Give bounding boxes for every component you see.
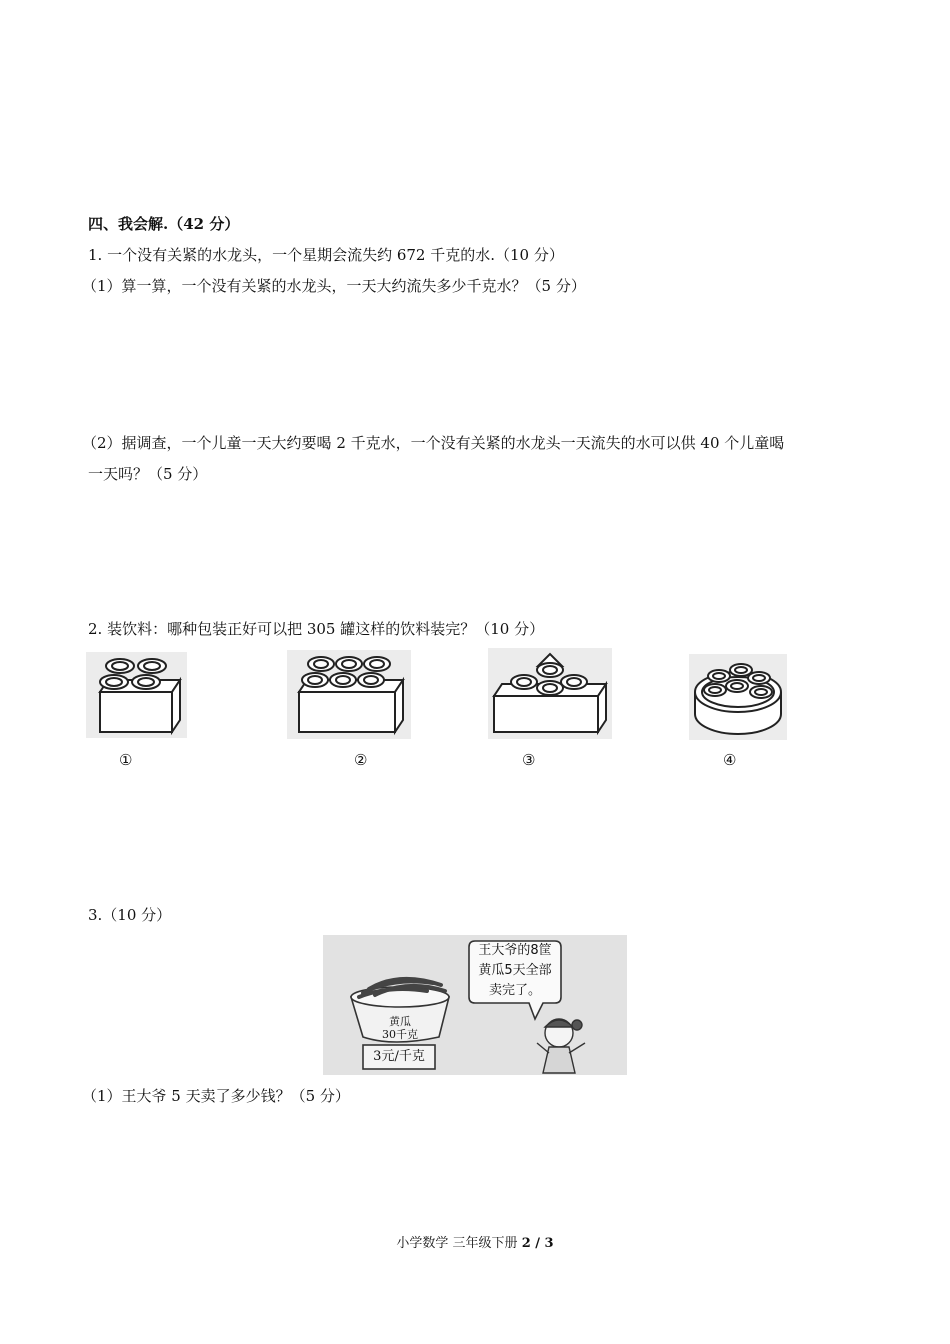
question-3-part-1: （1）王大爷 5 天卖了多少钱？（5 分） [82, 1087, 350, 1105]
question-1-part-1: （1）算一算，一个没有关紧的水龙头，一天大约流失多少千克水？（5 分） [82, 277, 586, 295]
package-2-image [287, 650, 411, 739]
bubble-line-3: 卖完了。 [488, 983, 541, 998]
question-1-stem: 1. 一个没有关紧的水龙头，一个星期会流失约 672 千克的水.（10 分） [88, 246, 564, 264]
footer-page-number: 2 / 3 [521, 1236, 554, 1251]
package-1-image [86, 652, 187, 738]
footer-subject: 小学数学 三年级下册 [396, 1236, 522, 1251]
basket-label-weight: 30千克 [382, 1028, 418, 1041]
option-label-3: ③ [522, 751, 536, 769]
option-label-4: ④ [723, 751, 737, 769]
bubble-line-2: 黄瓜5天全部 [478, 963, 552, 978]
question-3-stem: 3.（10 分） [88, 906, 172, 924]
option-label-1: ① [119, 751, 133, 769]
question-1-part-2-line-2: 一天吗？（5 分） [88, 465, 208, 483]
section-title: 四、我会解.（42 分） [88, 215, 240, 233]
page-footer [0, 1232, 950, 1251]
price-tag: 3元/千克 [373, 1049, 425, 1064]
bubble-line-1: 王大爷的8筐 [478, 943, 552, 958]
cucumber-illustration [323, 935, 627, 1075]
question-2-stem: 2. 装饮料：哪种包装正好可以把 305 罐这样的饮料装完？（10 分） [88, 620, 545, 638]
package-4-image [689, 654, 787, 740]
basket-label-name: 黄瓜 [389, 1015, 411, 1028]
option-label-2: ② [354, 751, 368, 769]
package-3-image [488, 648, 612, 739]
question-1-part-2-line-1: （2）据调查，一个儿童一天大约要喝 2 千克水，一个没有关紧的水龙头一天流失的水可以供 40 个儿童喝 [82, 434, 785, 452]
